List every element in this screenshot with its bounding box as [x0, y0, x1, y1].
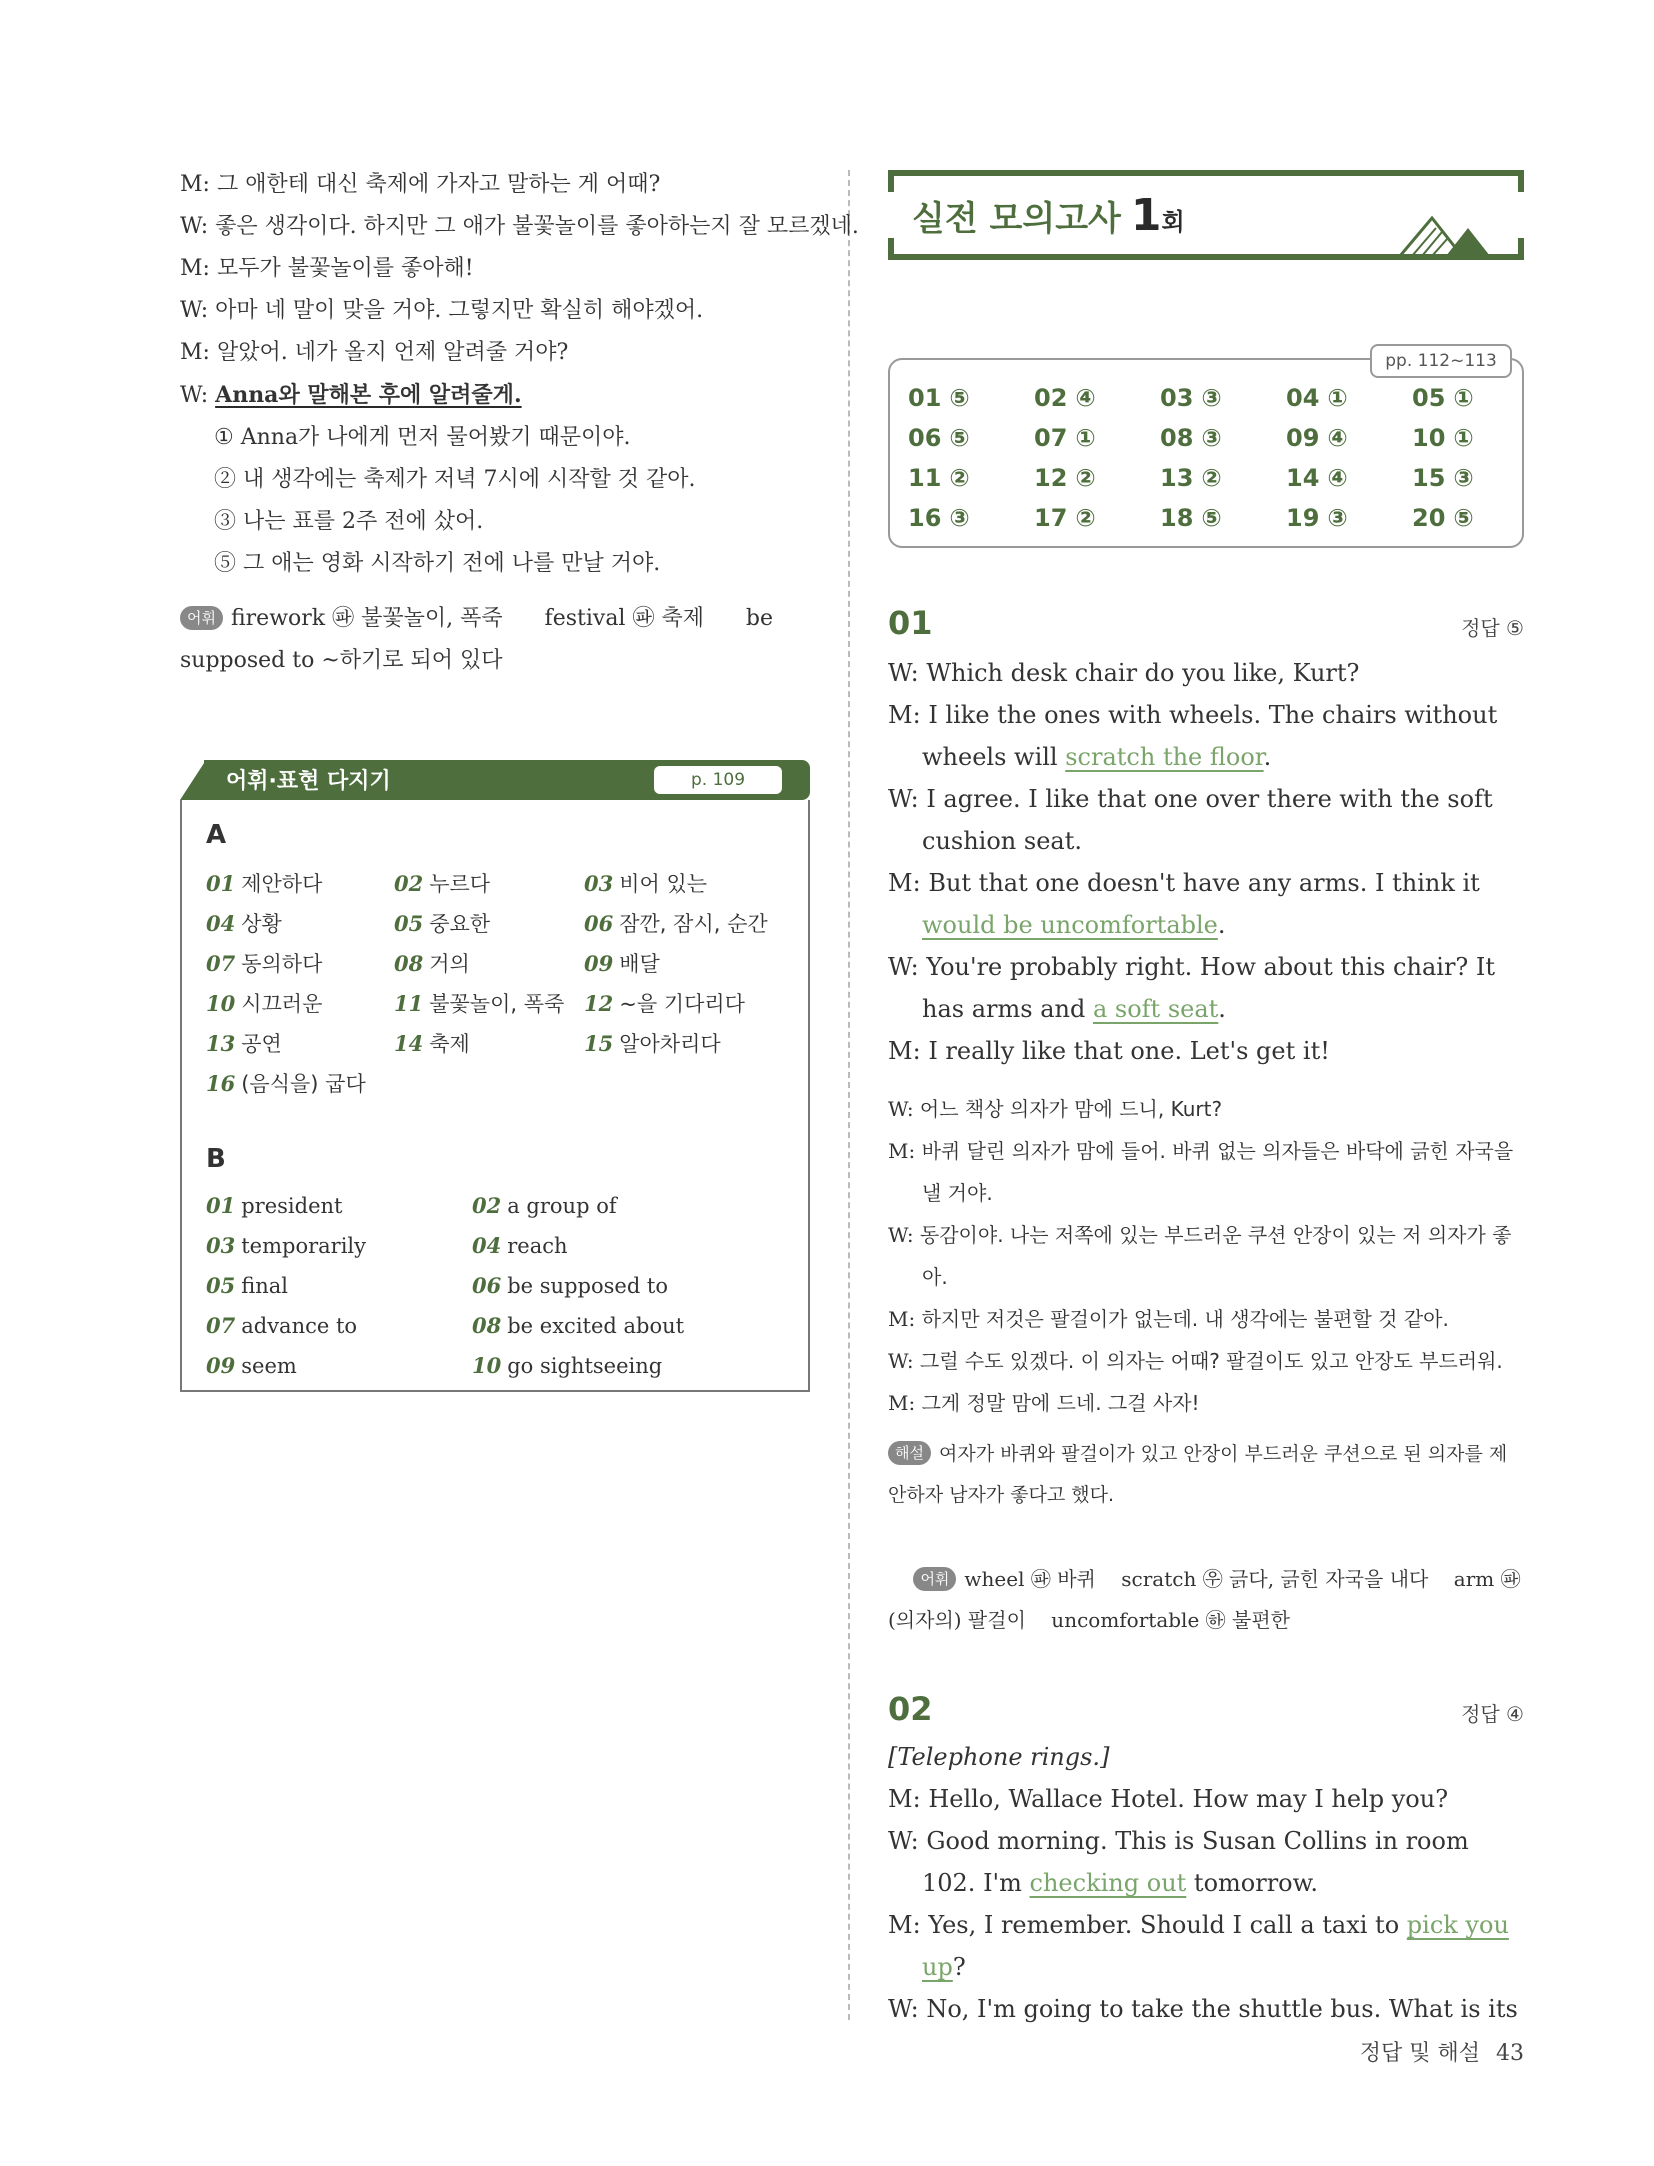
vocab-item	[206, 1226, 472, 1266]
answer-item	[1160, 418, 1286, 458]
vocab-number: 05	[394, 911, 424, 936]
vocab-word: seem	[241, 1354, 297, 1378]
vocab-word: 잠깐, 잠시, 순간	[619, 912, 768, 936]
vocab-word: a group of	[507, 1194, 617, 1218]
answer-item	[908, 378, 1034, 418]
answer-number: 08	[1160, 424, 1194, 452]
vocab-box	[180, 800, 810, 1392]
dialogue-text: 바퀴 달린 의자가 맘에 들어. 바퀴 없는 의자들은 바닥에 긁힌 자국을 낼 거야.	[921, 1139, 1514, 1205]
vocab-item	[394, 864, 584, 904]
dialogue-text: Hello, Wallace Hotel. How may I help you?	[928, 1785, 1449, 1813]
answer-choice: ②	[1201, 464, 1222, 492]
answer-choice: ①	[1327, 384, 1348, 412]
vocab-note-line: supposed to ~하기로 되어 있다	[180, 648, 503, 673]
question-01-explanation: 해설 여자가 바퀴와 팔걸이가 있고 안장이 부드러운 쿠션으로 된 의자를 제안하자 남자가 좋다고 했다.	[888, 1443, 1508, 1506]
section-b-grid	[206, 1186, 738, 1386]
vocab-item	[206, 1346, 472, 1386]
answer-item	[1034, 498, 1160, 538]
vocab-word: advance to	[241, 1314, 358, 1338]
vocab-row	[206, 1266, 738, 1306]
speaker: M:	[888, 1911, 921, 1939]
dialogue-line: W: 아마 네 말이 맞을 거야. 그렇지만 확실히 해야겠어.	[180, 298, 704, 323]
vocab-number: 14	[394, 1031, 424, 1056]
vocab-number: 09	[206, 1353, 236, 1378]
answer-item	[1034, 418, 1160, 458]
vocab-number: 07	[206, 951, 236, 976]
header-triangle	[180, 760, 206, 800]
question-02-english	[888, 1736, 1524, 2030]
answer-number: 10	[1412, 424, 1446, 452]
vocab-number: 16	[206, 1071, 236, 1096]
option-line: ⑤ 그 애는 영화 시작하기 전에 나를 만날 거야.	[214, 551, 661, 576]
vocab-number: 13	[206, 1031, 236, 1056]
dialogue-line: M: 그 애한테 대신 축제에 가자고 말하는 게 어때?	[180, 172, 661, 197]
option-line: ① Anna가 나에게 먼저 물어봤기 때문이야.	[214, 425, 631, 450]
dialogue-line	[888, 652, 1524, 694]
vocab-number: 10	[472, 1353, 502, 1378]
exam-title: 실전 모의고사 1회	[912, 190, 1185, 241]
dialogue-text: 하지만 저것은 팔걸이가 없는데. 내 생각에는 불편할 것 같아.	[921, 1307, 1449, 1331]
vocab-word: (음식을) 굽다	[241, 1072, 366, 1096]
dialogue-text: ?	[952, 1953, 966, 1981]
vocab-item	[472, 1266, 738, 1306]
vocab-number: 11	[394, 991, 424, 1016]
vocab-item	[394, 1024, 584, 1064]
section-b-label: B	[206, 1144, 226, 1174]
dialogue-text: .	[1217, 911, 1226, 939]
answer-choice: ⑤	[1453, 504, 1474, 532]
vocab-row	[206, 984, 784, 1024]
dialogue-text: 그게 정말 맘에 드네. 그걸 사자!	[921, 1391, 1200, 1415]
vocab-note: 어휘 firework ㉺ 불꽃놀이, 폭죽 festival ㉺ 축제 be supposed to ~하기로 되어 있다	[180, 598, 810, 682]
vocab-word: 중요한	[429, 912, 491, 936]
answer-key-box	[888, 351, 1524, 548]
dialogue-line	[888, 862, 1524, 946]
answer-item	[1412, 498, 1538, 538]
speaker: M:	[888, 1785, 921, 1813]
answer-row	[908, 378, 1538, 418]
question-number: 02	[888, 1690, 933, 1728]
vocab-badge: 어휘	[913, 1567, 956, 1591]
answer-item	[1034, 378, 1160, 418]
answer-choice: ③	[1201, 384, 1222, 412]
answer-choice: ②	[1075, 464, 1096, 492]
speaker: W:	[888, 953, 919, 981]
answer-item	[1412, 458, 1538, 498]
speaker: M:	[888, 1307, 916, 1331]
answer-item	[1286, 498, 1412, 538]
vocab-word: reach	[507, 1234, 568, 1258]
question-answer: 정답 ④	[1461, 1702, 1524, 1726]
answer-number: 02	[1034, 384, 1068, 412]
speaker: M:	[888, 1139, 916, 1163]
vocab-number: 04	[206, 911, 236, 936]
answer-item	[1160, 458, 1286, 498]
vocab-row	[206, 1024, 784, 1064]
vocab-number: 01	[206, 1193, 236, 1218]
answer-number: 12	[1034, 464, 1068, 492]
answer-number: 17	[1034, 504, 1068, 532]
answer-row	[908, 498, 1538, 538]
vocab-word: final	[241, 1274, 289, 1298]
vocab-word: be excited about	[507, 1314, 685, 1338]
answer-choice: ⑤	[949, 424, 970, 452]
dialogue-line	[888, 1904, 1524, 1988]
vocab-word: 알아차리다	[619, 1032, 721, 1056]
vocab-number: 08	[472, 1313, 502, 1338]
dialogue-line	[888, 1030, 1524, 1072]
answer-choice: ③	[949, 504, 970, 532]
vocab-row	[206, 864, 784, 904]
vocab-item	[206, 1064, 394, 1104]
vocab-item	[584, 904, 784, 944]
answer-choice: ③	[1327, 504, 1348, 532]
vocab-number: 10	[206, 991, 236, 1016]
vocab-row	[206, 1306, 738, 1346]
vocab-item	[206, 904, 394, 944]
exam-header	[888, 170, 1524, 260]
answer-choice: ①	[1453, 384, 1474, 412]
answer-number: 13	[1160, 464, 1194, 492]
speaker: W:	[888, 1097, 914, 1121]
answer-number: 18	[1160, 504, 1194, 532]
dialogue-text: You're probably right. How about this chair? It has arms and	[922, 953, 1496, 1023]
dialogue-line	[888, 946, 1524, 1030]
dialogue-text: I agree. I like that one over there with the soft cushion seat.	[922, 785, 1493, 855]
vocab-word: 축제	[429, 1032, 470, 1056]
answer-blank: scratch the floor	[1065, 743, 1264, 771]
vocab-number: 03	[584, 871, 614, 896]
dialogue-line	[888, 1340, 1524, 1382]
footer-label: 정답 및 해설	[1359, 2041, 1480, 2066]
answer-number: 01	[908, 384, 942, 412]
vocab-number: 06	[472, 1273, 502, 1298]
vocab-item	[584, 864, 784, 904]
answer-item	[1160, 378, 1286, 418]
answer-blank: a soft seat	[1092, 995, 1219, 1023]
vocab-word: temporarily	[241, 1234, 366, 1258]
dialogue-text: tomorrow.	[1186, 1869, 1318, 1897]
vocab-number: 09	[584, 951, 614, 976]
vocab-word: 상황	[241, 912, 282, 936]
vocab-number: 06	[584, 911, 614, 936]
dialogue-text: Yes, I remember. Should I call a taxi to	[928, 1911, 1407, 1939]
dialogue-line	[888, 1778, 1524, 1820]
answer-item	[1160, 498, 1286, 538]
explain-badge: 해설	[888, 1441, 931, 1465]
answer-item	[1286, 378, 1412, 418]
question-02-header	[888, 1690, 1524, 1730]
section-a-label: A	[206, 820, 227, 850]
answer-item	[1412, 418, 1538, 458]
answer-choice: ①	[1453, 424, 1474, 452]
answer-item	[1286, 458, 1412, 498]
vocab-number: 03	[206, 1233, 236, 1258]
dialogue-line	[888, 1214, 1524, 1298]
answer-number: 09	[1286, 424, 1320, 452]
dialogue-line	[888, 694, 1524, 778]
dialogue-line	[888, 1130, 1524, 1214]
vocab-word: 누르다	[429, 872, 491, 896]
answer-key-grid	[908, 378, 1538, 538]
vocab-word: 공연	[241, 1032, 282, 1056]
stage-direction: [Telephone rings.]	[888, 1743, 1110, 1771]
option-line: ③ 나는 표를 2주 전에 샀어.	[214, 509, 484, 534]
answer-row	[908, 418, 1538, 458]
vocab-word: 거의	[429, 952, 470, 976]
answer-blank: checking out	[1029, 1869, 1187, 1897]
vocab-item	[394, 944, 584, 984]
section-a-grid	[206, 864, 784, 1104]
question-01-header	[888, 604, 1524, 644]
vocab-word: be supposed to	[507, 1274, 669, 1298]
vocab-item	[206, 1266, 472, 1306]
vocab-item	[584, 1024, 784, 1064]
question-01-vocab: 어휘 wheel ㉺ 바퀴 scratch ㉾ 긁다, 긁힌 자국을 내다 arm ㉺ (의자의) 팔걸이 uncomfortable ㉻ 불편한	[888, 1567, 1527, 1632]
answer-choice: ③	[1453, 464, 1474, 492]
answer-choice: ④	[1327, 464, 1348, 492]
dialogue-line	[888, 778, 1524, 862]
answer-item	[1034, 458, 1160, 498]
vocab-word: 제안하다	[241, 872, 323, 896]
dialogue-text: I like the ones with wheels. The chairs without wheels will	[922, 701, 1498, 771]
vocab-box-header	[180, 760, 810, 800]
dialogue-text: .	[1263, 743, 1272, 771]
vocab-word: 비어 있는	[619, 872, 708, 896]
page-number: 43	[1496, 2041, 1524, 2066]
vocab-item	[394, 984, 584, 1024]
answer-item	[908, 418, 1034, 458]
dialogue-text: 어느 책상 의자가 맘에 드니, Kurt?	[919, 1097, 1223, 1121]
vocab-number: 12	[584, 991, 614, 1016]
vocab-word: 불꽃놀이, 폭죽	[429, 992, 565, 1016]
vocab-word: go sightseeing	[507, 1354, 663, 1378]
vocab-number: 01	[206, 871, 236, 896]
vocab-item	[206, 944, 394, 984]
answer-row	[908, 458, 1538, 498]
vocab-item	[394, 904, 584, 944]
dialogue-text: 그럴 수도 있겠다. 이 의자는 어때? 팔걸이도 있고 안장도 부드러워.	[919, 1349, 1503, 1373]
dialogue-korean	[180, 164, 859, 585]
answer-number: 14	[1286, 464, 1320, 492]
vocab-box-title: 어휘·표현 다지기	[226, 769, 391, 794]
answer-choice: ⑤	[949, 384, 970, 412]
vocab-item	[472, 1346, 738, 1386]
vocab-number: 15	[584, 1031, 614, 1056]
dialogue-text: Which desk chair do you like, Kurt?	[926, 659, 1360, 687]
dialogue-line	[888, 1088, 1524, 1130]
speaker: M:	[888, 1037, 921, 1065]
speaker: M:	[888, 701, 921, 729]
dialogue-line: M: 모두가 불꽃놀이를 좋아해!	[180, 256, 474, 281]
dialogue-line: M: 알았어. 네가 올지 언제 알려줄 거야?	[180, 340, 569, 365]
vocab-word: 배달	[619, 952, 660, 976]
speaker: W:	[888, 1827, 919, 1855]
vocab-item	[472, 1226, 738, 1266]
answer-number: 03	[1160, 384, 1194, 412]
speaker: W:	[888, 785, 919, 813]
answer-number: 19	[1286, 504, 1320, 532]
dialogue-line-answer: W: Anna와 말해본 후에 알려줄게.	[180, 382, 522, 408]
answer-choice: ⑤	[1201, 504, 1222, 532]
answer-choice: ④	[1075, 384, 1096, 412]
answer-choice: ③	[1201, 424, 1222, 452]
vocab-row	[206, 1346, 738, 1386]
speaker: W:	[888, 659, 919, 687]
answer-choice: ②	[1075, 504, 1096, 532]
option-line: ② 내 생각에는 축제가 저녁 7시에 시작할 것 같아.	[214, 467, 696, 492]
answer-item	[1286, 418, 1412, 458]
answer-choice: ④	[1327, 424, 1348, 452]
vocab-number: 05	[206, 1273, 236, 1298]
answer-item	[908, 498, 1034, 538]
answer-number: 16	[908, 504, 942, 532]
answer-choice: ①	[1075, 424, 1096, 452]
answer-number: 06	[908, 424, 942, 452]
vocab-item	[206, 864, 394, 904]
vocab-box-page: p. 109	[654, 766, 782, 794]
vocab-word: 동의하다	[241, 952, 323, 976]
vocab-item	[206, 984, 394, 1024]
answer-item	[908, 458, 1034, 498]
vocab-item	[584, 984, 784, 1024]
speaker: M:	[888, 1391, 916, 1415]
vocab-word: 시끄러운	[241, 992, 323, 1016]
answer-blank: would be uncomfortable	[922, 911, 1218, 939]
answer-blank: pick you up	[922, 1911, 1509, 1981]
dialogue-line	[888, 1988, 1524, 2030]
vocab-row	[206, 944, 784, 984]
vocab-number: 02	[472, 1193, 502, 1218]
vocab-item	[206, 1024, 394, 1064]
answer-number: 20	[1412, 504, 1446, 532]
dialogue-text: I really like that one. Let's get it!	[928, 1037, 1330, 1065]
vocab-number: 08	[394, 951, 424, 976]
dialogue-text: Good morning. This is Susan Collins in room 102. I'm	[922, 1827, 1469, 1897]
dialogue-text: No, I'm going to take the shuttle bus. What is its	[926, 1995, 1518, 2023]
vocab-item	[206, 1306, 472, 1346]
vocab-row	[206, 1064, 784, 1104]
dialogue-text: .	[1218, 995, 1226, 1023]
vocab-word: president	[241, 1194, 343, 1218]
mountain-icon	[1400, 214, 1490, 256]
question-01-english	[888, 652, 1524, 1072]
answer-number: 05	[1412, 384, 1446, 412]
answer-number: 15	[1412, 464, 1446, 492]
dialogue-line	[888, 1298, 1524, 1340]
vocab-row	[206, 1226, 738, 1266]
vocab-item	[584, 944, 784, 984]
column-divider	[848, 170, 850, 2020]
dialogue-line	[888, 1382, 1524, 1424]
vocab-word: ~을 기다리다	[619, 992, 745, 1016]
vocab-badge: 어휘	[180, 606, 223, 630]
vocab-item	[472, 1186, 738, 1226]
page-footer	[1360, 2036, 1524, 2067]
answer-number: 07	[1034, 424, 1068, 452]
vocab-row	[206, 1186, 738, 1226]
vocab-row	[206, 904, 784, 944]
speaker: W:	[888, 1995, 919, 2023]
vocab-item	[472, 1306, 738, 1346]
question-01-korean	[888, 1088, 1524, 1424]
dialogue-text: But that one doesn't have any arms. I think it	[928, 869, 1480, 897]
speaker: M:	[888, 869, 921, 897]
dialogue-line: W: 좋은 생각이다. 하지만 그 애가 불꽃놀이를 좋아하는지 잘 모르겠네.	[180, 214, 859, 239]
question-number: 01	[888, 604, 933, 642]
speaker: W:	[888, 1349, 914, 1373]
vocab-number: 02	[394, 871, 424, 896]
answer-choice: ②	[949, 464, 970, 492]
answer-number: 04	[1286, 384, 1320, 412]
dialogue-text: 동감이야. 나는 저쪽에 있는 부드러운 쿠션 안장이 있는 저 의자가 좋아.	[919, 1223, 1512, 1289]
vocab-number: 07	[206, 1313, 236, 1338]
vocab-item	[206, 1186, 472, 1226]
answer-item	[1412, 378, 1538, 418]
speaker: W:	[888, 1223, 914, 1247]
vocab-number: 04	[472, 1233, 502, 1258]
answer-key-page: pp. 112~113	[1370, 344, 1512, 378]
answer-number: 11	[908, 464, 942, 492]
question-answer: 정답 ⑤	[1461, 616, 1524, 640]
dialogue-line	[888, 1820, 1524, 1904]
